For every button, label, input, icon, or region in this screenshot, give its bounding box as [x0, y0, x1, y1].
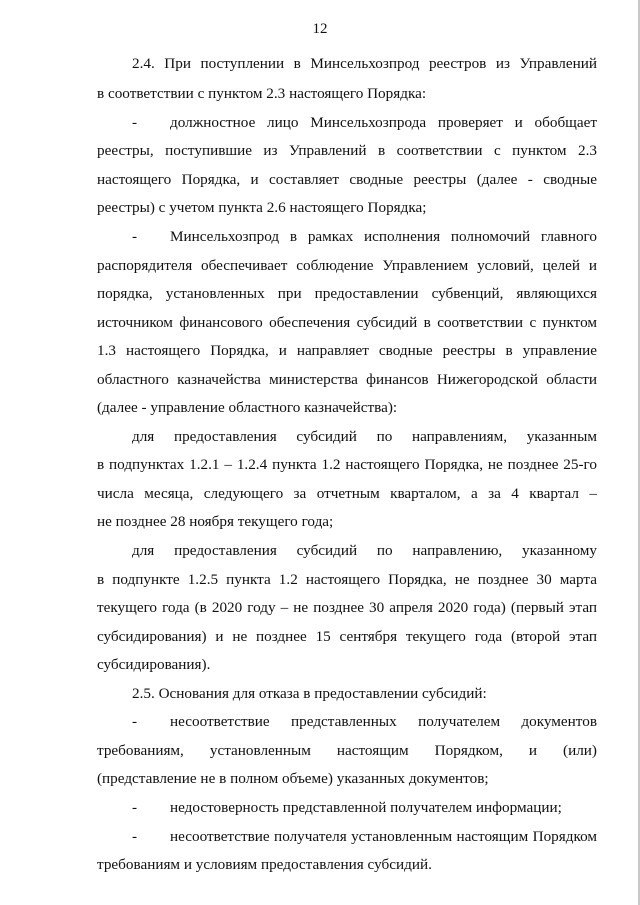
- subparagraph-line: субсидирования) и не позднее 15 сентября текущего года (второй этап: [97, 628, 597, 645]
- subparagraph-line: текущего года (в 2020 году – не позднее 30 апреля 2020 года) (первый этап: [97, 599, 597, 616]
- bullet-line: Минсельхозпрод в рамках исполнения полномочий главного: [170, 228, 597, 245]
- bullet-line: требованиям, установленным настоящим Порядком, и (или): [97, 742, 597, 759]
- bullet-line: недостоверность представленной получателем информации;: [170, 799, 562, 816]
- subparagraph-line: для предоставления субсидий по направлениям, указанным: [132, 428, 597, 445]
- bullet-line: 1.3 настоящего Порядка, и направляет сводные реестры в управление: [97, 342, 597, 359]
- subparagraph-line: в подпунктах 1.2.1 – 1.2.4 пункта 1.2 настоящего Порядка, не позднее 25-го: [97, 456, 597, 473]
- page-number: 12: [312, 21, 328, 37]
- bullet-dash: -: [132, 713, 138, 730]
- paragraph-2-4-line: 2.4. При поступлении в Минсельхозпрод реестров из Управлений: [132, 55, 597, 72]
- bullet-dash: -: [132, 228, 138, 245]
- bullet-line: источником финансового обеспечения субсидий в соответствии с пунктом: [97, 314, 597, 331]
- paragraph-2-5-heading: 2.5. Основания для отказа в предоставлении субсидий:: [132, 685, 487, 702]
- bullet-line: настоящего Порядка, и составляет сводные реестры (далее - сводные: [97, 171, 597, 188]
- bullet-dash: -: [132, 828, 138, 845]
- bullet-line: распорядителя обеспечивает соблюдение Управлением условий, целей и: [97, 257, 597, 274]
- bullet-line: должностное лицо Минсельхозпрода проверяет и обобщает: [170, 114, 597, 131]
- bullet-line: требованиям и условиям предоставления субсидий.: [97, 856, 432, 873]
- bullet-line: порядка, установленных при предоставлении субвенций, являющихся: [97, 285, 597, 302]
- paragraph-2-4-line: в соответствии с пунктом 2.3 настоящего Порядка:: [97, 85, 427, 102]
- bullet-line: несоответствие получателя установленным настоящим Порядком: [170, 828, 597, 845]
- bullet-line: областного казначейства министерства финансов Нижегородской области: [97, 371, 597, 388]
- subparagraph-line: числа месяца, следующего за отчетным кварталом, а за 4 квартал –: [97, 485, 597, 502]
- bullet-dash: -: [132, 799, 138, 816]
- bullet-line: (далее - управление областного казначейства):: [97, 399, 398, 416]
- subparagraph-line: субсидирования).: [97, 656, 211, 673]
- subparagraph-line: в подпункте 1.2.5 пункта 1.2 настоящего Порядка, не позднее 30 марта: [97, 571, 597, 588]
- bullet-line: несоответствие представленных получателем документов: [170, 713, 597, 730]
- bullet-line: реестры, поступившие из Управлений в соответствии с пунктом 2.3: [97, 142, 597, 159]
- bullet-line: (представление не в полном объеме) указанных документов;: [97, 770, 489, 787]
- subparagraph-line: для предоставления субсидий по направлению, указанному: [132, 542, 597, 559]
- bullet-dash: -: [132, 114, 138, 131]
- subparagraph-line: не позднее 28 ноября текущего года;: [97, 513, 334, 530]
- bullet-line: реестры) с учетом пункта 2.6 настоящего Порядка;: [97, 199, 427, 216]
